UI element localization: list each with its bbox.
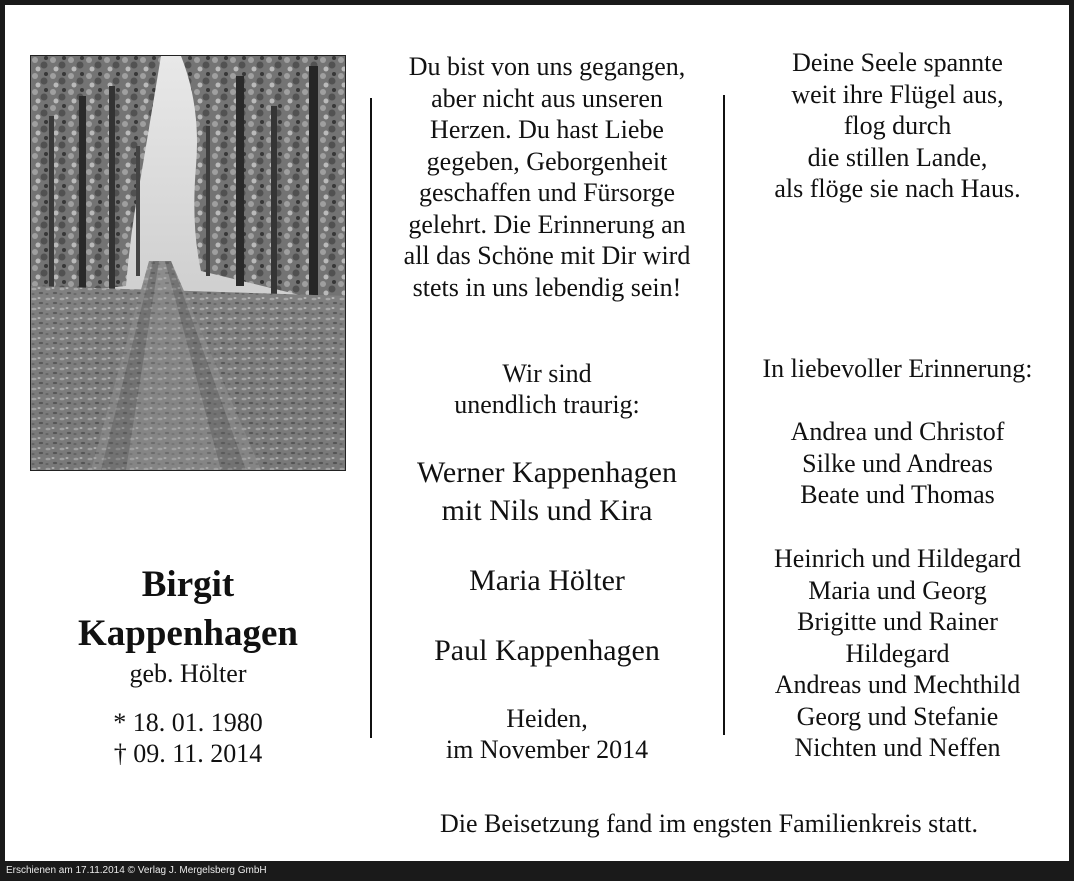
- deceased-first-name: Birgit: [141, 564, 235, 605]
- mourners-group-1: [726, 416, 1069, 511]
- mourner-entry: Hildegard: [845, 638, 950, 668]
- mourner-main-3: Maria Hölter: [469, 564, 625, 597]
- date-line: im November 2014: [445, 735, 649, 764]
- mourner-main-1: Werner Kappenhagen: [417, 456, 677, 489]
- sorrow-text: [374, 358, 720, 420]
- poem-right-line: weit ihre Flügel aus,: [791, 79, 1004, 109]
- poem-middle-line: gegeben, Geborgenheit: [426, 146, 668, 176]
- poem-right-line: als flöge sie nach Haus.: [774, 174, 1021, 203]
- mourner-entry: Beate und Thomas: [800, 480, 995, 509]
- mourner-main-4: Paul Kappenhagen: [434, 634, 660, 667]
- mourner-entry: Georg und Stefanie: [796, 701, 999, 731]
- mourner-main-2: mit Nils und Kira: [441, 494, 653, 527]
- maiden-name: geb. Hölter: [129, 659, 247, 688]
- poem-middle-line: stets in uns lebendig sein!: [412, 272, 682, 302]
- poem-middle-line: geschaffen und Fürsorge: [418, 178, 676, 207]
- poem-right-line: Deine Seele spannte: [792, 48, 1003, 77]
- birth-date: * 18. 01. 1980: [113, 708, 263, 737]
- sorrow-line: Wir sind: [502, 359, 592, 388]
- place-line: Heiden,: [506, 704, 588, 733]
- death-date: † 09. 11. 2014: [113, 739, 263, 768]
- publication-footer: Erschienen am 17.11.2014 © Verlag J. Mergelsberg GmbH: [6, 865, 267, 876]
- poem-middle-line: aber nicht aus unseren: [431, 83, 663, 113]
- mourner-entry: Andrea und Christof: [790, 417, 1005, 446]
- poem-middle-line: all das Schöne mit Dir wird: [403, 241, 691, 270]
- forest-path-photo: [30, 55, 346, 471]
- mourner-entry: Nichten und Neffen: [794, 733, 1001, 762]
- poem-middle-line: Du bist von uns gegangen,: [408, 52, 686, 81]
- divider-right: [723, 95, 725, 735]
- sorrow-line: unendlich traurig:: [454, 390, 640, 419]
- mourner-entry: Heinrich und Hildegard: [774, 544, 1021, 573]
- poem-right: [726, 47, 1069, 205]
- divider-left: [370, 98, 372, 738]
- mourner-entry: Andreas und Mechthild: [774, 670, 1021, 699]
- mourner-entry: Maria und Georg: [808, 575, 987, 605]
- poem-middle-line: gelehrt. Die Erinnerung an: [408, 209, 686, 239]
- poem-right-line: flog durch: [843, 111, 952, 140]
- poem-middle-line: Herzen. Du hast Liebe: [430, 115, 664, 144]
- burial-note: Die Beisetzung fand im engsten Familienkreis statt.: [440, 809, 978, 838]
- deceased-last-name: Kappenhagen: [77, 613, 298, 654]
- poem-right-line: die stillen Lande,: [807, 142, 988, 172]
- mourners-group-2: [726, 543, 1069, 764]
- poem-middle: [374, 51, 720, 303]
- place-date: [374, 703, 720, 765]
- mourner-entry: Brigitte und Rainer: [797, 607, 998, 636]
- mourner-entry: Silke und Andreas: [802, 448, 993, 478]
- remembrance-heading: In liebevoller Erinnerung:: [762, 354, 1033, 383]
